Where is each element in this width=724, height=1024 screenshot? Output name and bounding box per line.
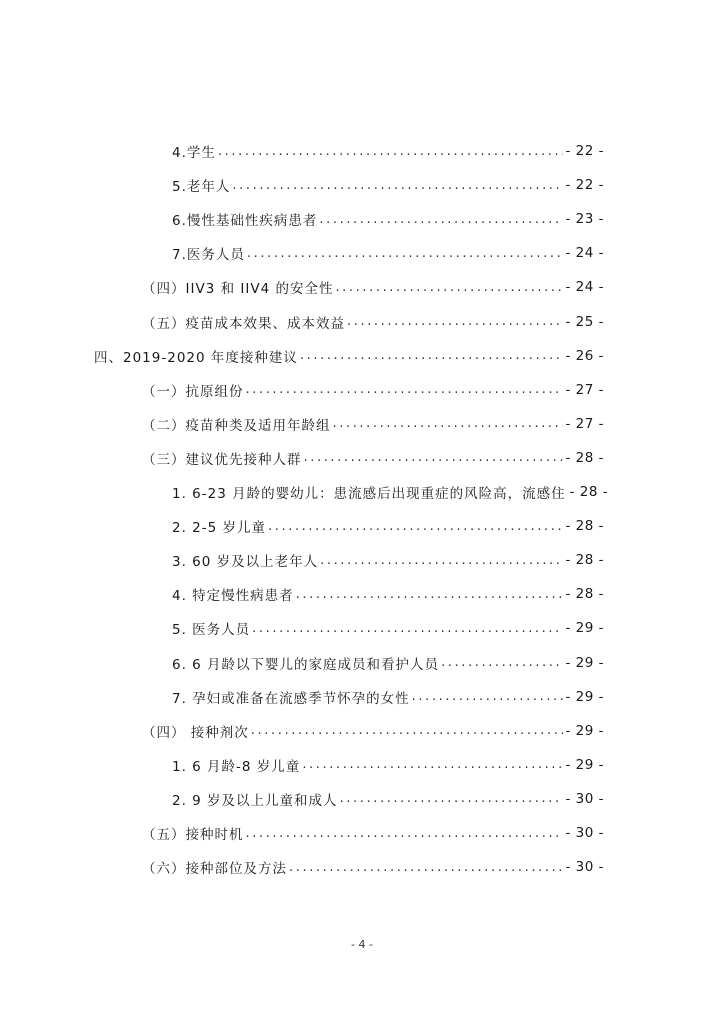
toc-entry-page: - 27 - (565, 381, 604, 398)
toc-entry-title: 6. 6 月龄以下婴儿的家庭成员和看护人员 (172, 656, 440, 673)
toc-entry-page: - 29 - (565, 654, 604, 671)
dot-leader (333, 416, 564, 431)
dot-leader (247, 246, 564, 261)
toc-entry-title: （四） 接种剂次 (142, 724, 249, 741)
page-number: - 4 - (351, 938, 373, 951)
dot-leader (296, 587, 564, 602)
toc-entry[interactable] (142, 375, 604, 405)
toc-entry[interactable] (142, 716, 604, 746)
toc-entry[interactable] (172, 613, 604, 643)
toc-entry-title: 6.慢性基础性疾病患者 (172, 213, 318, 230)
toc-entry-title: 5.老年人 (172, 179, 231, 196)
toc-entry[interactable] (172, 682, 604, 712)
toc-entry-title: 4.学生 (172, 145, 216, 161)
dot-leader (246, 382, 564, 397)
dot-leader (289, 860, 563, 875)
toc-entry-title: （六）接种部位及方法 (142, 861, 287, 878)
dot-leader (347, 314, 563, 329)
toc-entry[interactable] (142, 443, 604, 473)
toc-entry-page: - 28 - (565, 552, 604, 569)
toc-entry-page: - 29 - (565, 756, 604, 773)
toc-entry-title: 5. 医务人员 (172, 622, 251, 639)
toc-entry[interactable] (172, 648, 604, 678)
toc-entry[interactable] (94, 341, 604, 371)
toc-entry-page: - 30 - (565, 825, 604, 841)
toc-entry-page: - 29 - (565, 688, 604, 705)
toc-entry[interactable] (172, 784, 604, 814)
toc-entry[interactable] (172, 579, 604, 609)
dot-leader (218, 144, 564, 159)
dot-leader (340, 791, 564, 806)
toc-entry-title: 四、2019-2020 年度接种建议 (94, 349, 298, 366)
toc-entry-page: - 23 - (565, 211, 604, 228)
toc-entry-page: - 30 - (565, 790, 604, 807)
dot-leader (412, 689, 564, 704)
toc-entry-page: - 28 - (565, 449, 604, 466)
toc-entry-title: 2. 9 岁及以上儿童和成人 (172, 792, 338, 809)
toc-entry-page: - 28 - (565, 518, 604, 535)
toc-entry-page: - 28 - (565, 586, 604, 603)
toc-entry[interactable] (172, 238, 604, 268)
toc-entry-title: 2. 2-5 岁儿童 (172, 520, 267, 537)
toc-entry-page: - 25 - (565, 313, 604, 330)
dot-leader (320, 553, 563, 568)
toc-entry[interactable] (172, 170, 604, 200)
dot-leader (441, 655, 563, 670)
toc-entry-page: - 22 - (565, 143, 604, 159)
toc-entry-page: - 24 - (565, 279, 604, 296)
toc-entry-page: - 24 - (565, 245, 604, 262)
toc-entry[interactable] (172, 545, 604, 575)
dot-leader (304, 450, 564, 465)
toc-entry-title: （五）接种时机 (142, 827, 244, 843)
toc-entry-page: - 26 - (565, 347, 604, 364)
toc-entry-title: 1. 6 月龄-8 岁儿童 (172, 758, 301, 775)
toc-entry-title: （四）IIV3 和 IIV4 的安全性 (142, 281, 334, 298)
toc-entry-title: （一）抗原组份 (142, 383, 244, 400)
dot-leader (302, 757, 563, 772)
toc-entry-page: - 27 - (565, 415, 604, 432)
dot-leader (335, 280, 563, 295)
toc-entry-title: （三）建议优先接种人群 (142, 451, 302, 468)
toc-entry[interactable] (142, 852, 604, 882)
toc-entry-page: - 29 - (565, 620, 604, 637)
toc-entry[interactable] (172, 477, 609, 507)
toc-entry-title: 3. 60 岁及以上老年人 (172, 554, 319, 571)
toc-entry[interactable] (142, 818, 604, 848)
dot-leader (319, 212, 563, 227)
toc-entry[interactable] (142, 307, 604, 337)
toc-entry-title: 7.医务人员 (172, 247, 245, 264)
toc-entry-page: - 22 - (565, 177, 604, 194)
toc-entry[interactable] (172, 136, 604, 166)
dot-leader (251, 723, 564, 738)
toc-entry-title: 1. 6-23 月龄的婴幼儿：患流感后出现重症的风险高，流感住 (172, 486, 566, 502)
toc-entry-page: - 28 - (569, 484, 609, 500)
dot-leader (268, 519, 563, 534)
toc-entry[interactable] (172, 204, 604, 234)
toc-entry-page: - 29 - (565, 722, 604, 739)
toc-entry-title: （二）疫苗种类及适用年龄组 (142, 417, 331, 434)
toc-entry-page: - 30 - (565, 859, 604, 876)
toc-entry[interactable] (142, 272, 604, 302)
dot-leader (232, 178, 563, 193)
toc-entry[interactable] (172, 750, 604, 780)
dot-leader (246, 826, 564, 841)
dot-leader (300, 348, 564, 363)
toc-entry-title: 7. 孕妇或准备在流感季节怀孕的女性 (172, 690, 410, 707)
dot-leader (252, 621, 563, 636)
toc-entry-title: （五）疫苗成本效果、成本效益 (142, 315, 345, 332)
toc-entry[interactable] (142, 409, 604, 439)
toc-entry[interactable] (172, 511, 604, 541)
toc-entry-title: 4. 特定慢性病患者 (172, 588, 294, 605)
